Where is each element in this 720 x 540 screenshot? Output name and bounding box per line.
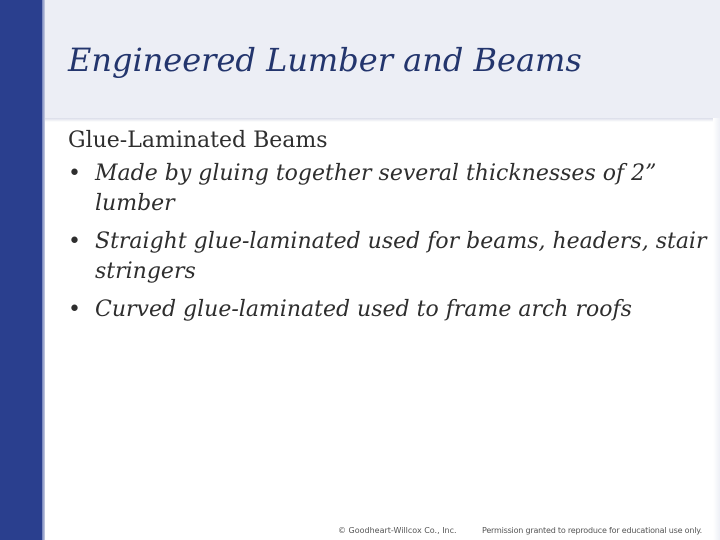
- right-edge-shade: [713, 118, 720, 540]
- bullet-marker: •: [68, 297, 81, 322]
- bullet-text: Straight glue-laminated used for beams, headers, stair stringers: [95, 229, 707, 284]
- slide-content: [68, 126, 708, 333]
- bullet-list: [68, 159, 708, 325]
- left-accent-bar: [0, 0, 42, 540]
- bullet-text: Curved glue-laminated used to frame arch roofs: [95, 297, 632, 322]
- footer-copyright: © Goodheart-Willcox Co., Inc.: [338, 526, 457, 535]
- footer-permission: Permission granted to reproduce for educational use only.: [482, 526, 702, 535]
- bullet-item: [68, 295, 708, 325]
- bullet-marker: •: [68, 161, 81, 186]
- bullet-item: [68, 227, 708, 287]
- section-subheading: Glue-Laminated Beams: [68, 128, 328, 153]
- bullet-text: Made by gluing together several thicknesses of 2” lumber: [95, 161, 657, 216]
- title-band-shadow: [45, 118, 720, 122]
- slide-title: Engineered Lumber and Beams: [68, 41, 582, 79]
- bullet-item: [68, 159, 708, 219]
- bullet-marker: •: [68, 229, 81, 254]
